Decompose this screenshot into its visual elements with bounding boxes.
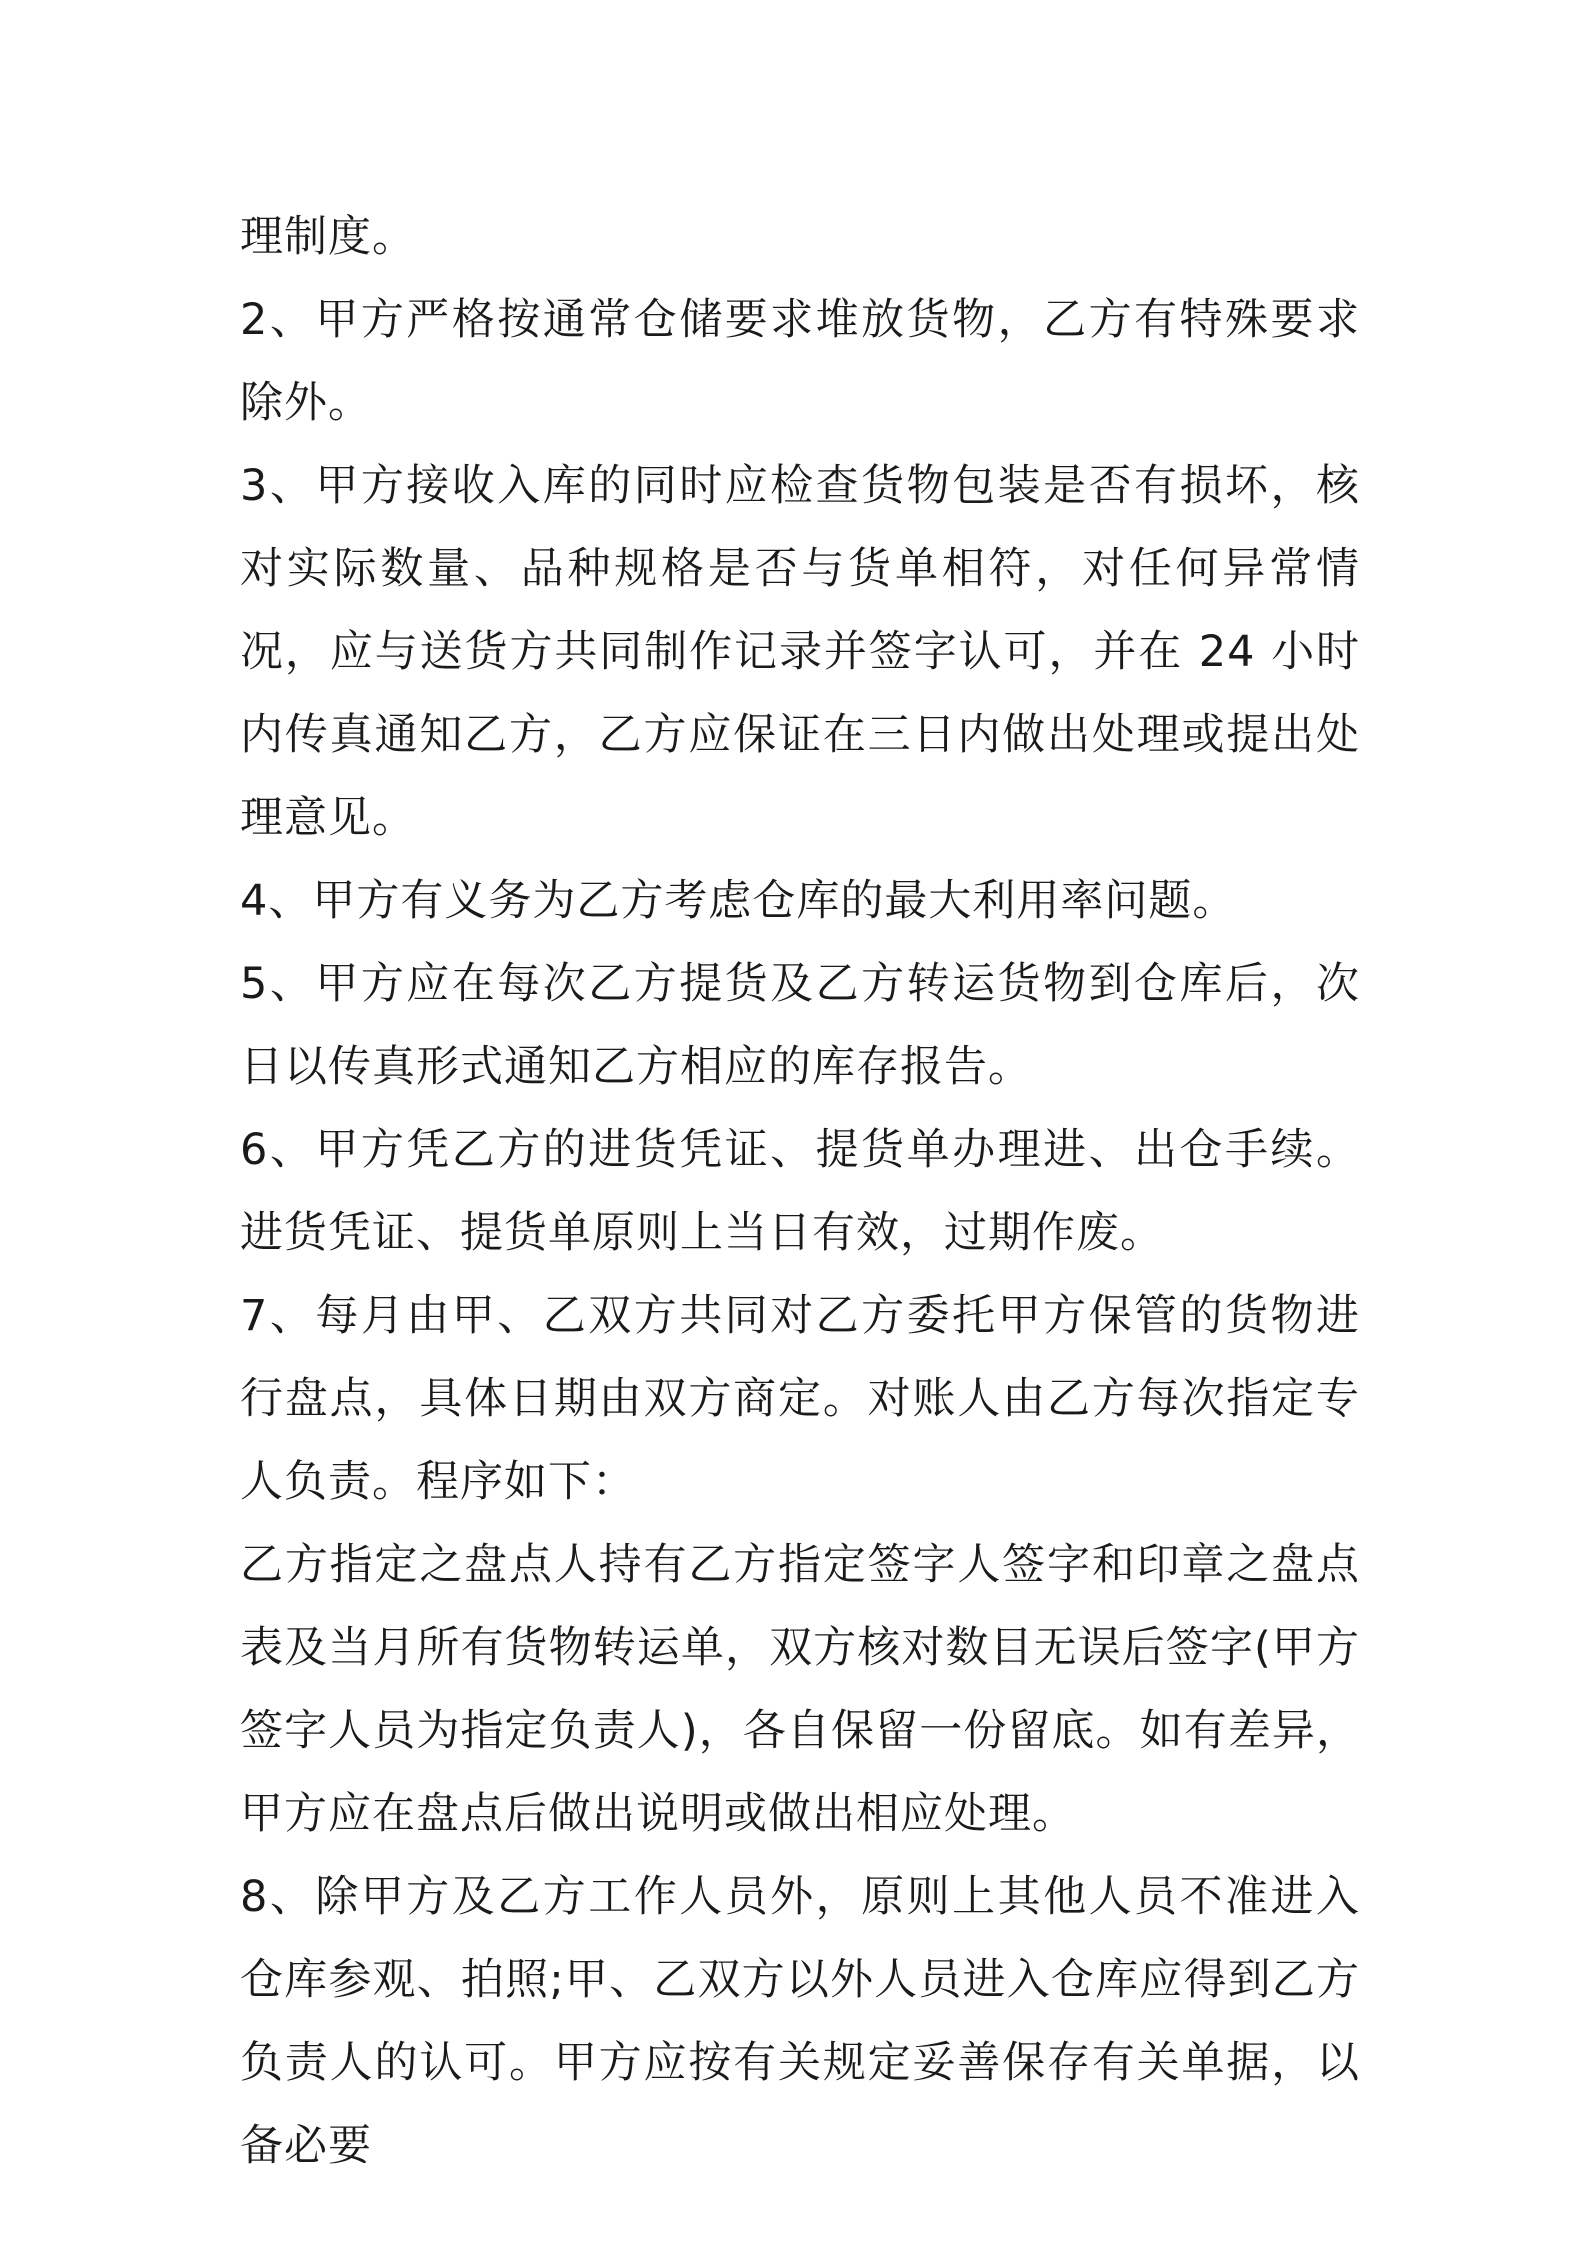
paragraph-clause-2: 2、甲方严格按通常仓储要求堆放货物，乙方有特殊要求除外。: [240, 295, 1360, 428]
paragraph-clause-5: 5、甲方应在每次乙方提货及乙方转运货物到仓库后，次日以传真形式通知乙方相应的库存报告。: [240, 959, 1360, 1092]
paragraph-management-system-tail: 理制度。: [240, 212, 416, 262]
paragraph-clause-7: 7、每月由甲、乙双方共同对乙方委托甲方保管的货物进行盘点，具体日期由双方商定。对账人由乙方每次指定专人负责。程序如下：: [240, 1291, 1360, 1507]
paragraph-clause-7-procedure: 乙方指定之盘点人持有乙方指定签字人签字和印章之盘点表及当月所有货物转运单，双方核对数目无误后签字(甲方签字人员为指定负责人)，各自保留一份留底。如有差异，甲方应在盘点后做出说明或做出相应处理。: [240, 1540, 1360, 1839]
document-body: [240, 196, 1360, 2188]
paragraph-clause-8: 8、除甲方及乙方工作人员外，原则上其他人员不准进入仓库参观、拍照;甲、乙双方以外人员进入仓库应得到乙方负责人的认可。甲方应按有关规定妥善保存有关单据，以备必要: [240, 1872, 1360, 2171]
paragraph-clause-3: 3、甲方接收入库的同时应检查货物包装是否有损坏，核对实际数量、品种规格是否与货单相符，对任何异常情况，应与送货方共同制作记录并签字认可，并在 24 小时内传真通知乙方，乙方应保证在三日内做出处理或提出处理意见。: [240, 461, 1360, 843]
paragraph-clause-4: 4、甲方有义务为乙方考虑仓库的最大利用率问题。: [240, 876, 1237, 926]
paragraph-clause-6: 6、甲方凭乙方的进货凭证、提货单办理进、出仓手续。进货凭证、提货单原则上当日有效，过期作废。: [240, 1125, 1360, 1258]
